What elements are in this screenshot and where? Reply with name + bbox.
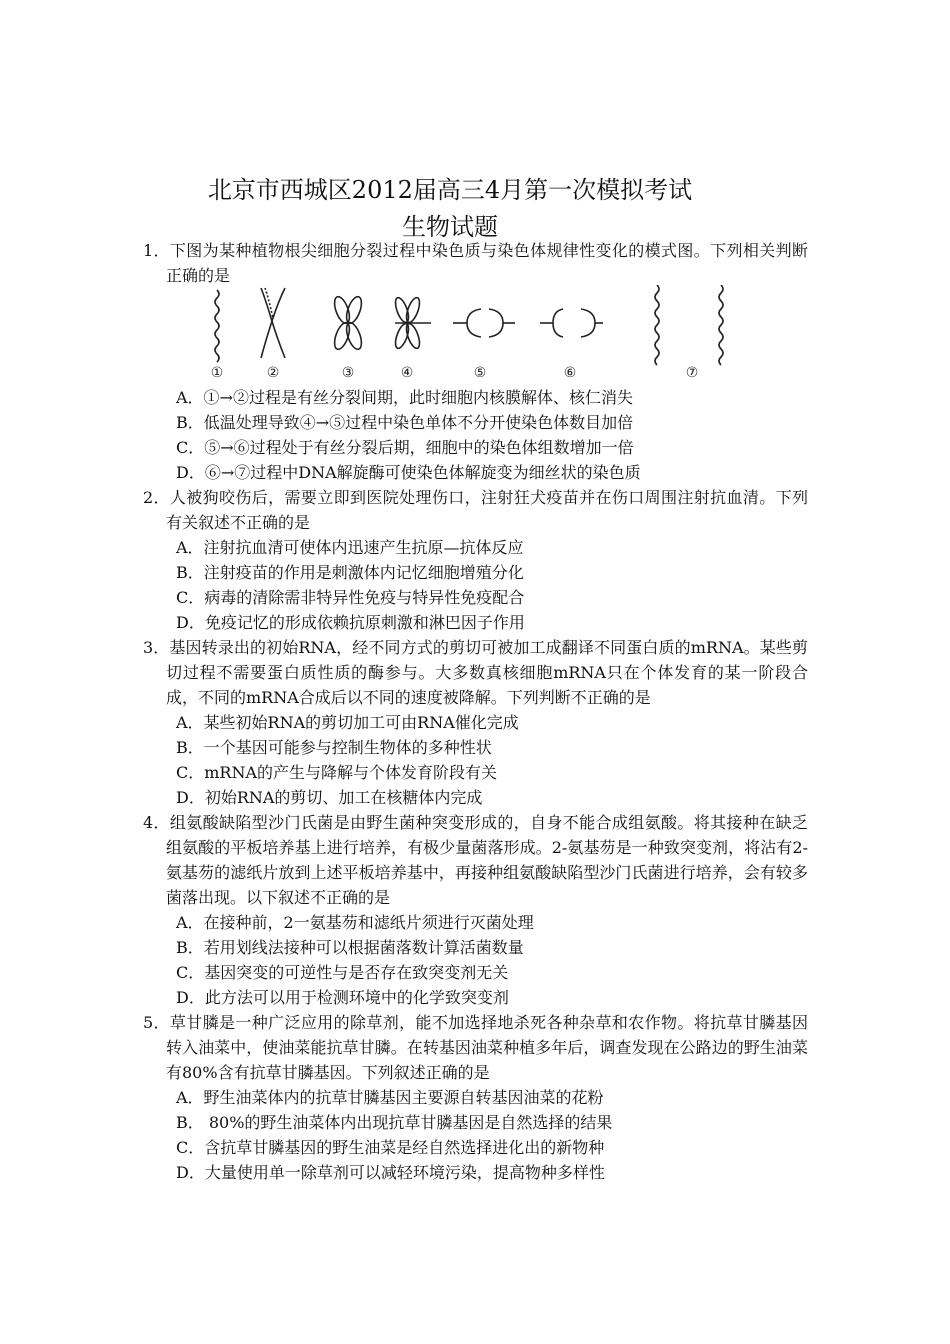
option-c: C．mRNA的产生与降解与个体发育阶段有关 <box>176 763 498 782</box>
exam-subtitle: 生物试题 <box>402 213 498 241</box>
chromosome-figure <box>195 285 755 385</box>
option-a: A．野生油菜体内的抗草甘膦基因主要源自转基因油菜的花粉 <box>176 1088 604 1107</box>
option-b: B．若用划线法接种可以根据菌落数计算活菌数量 <box>176 938 524 957</box>
question-stem: 5．草甘膦是一种广泛应用的除草剂，能不加选择地杀死各种杂草和农作物。将抗草甘膦基因转入油菜中，使油菜能抗草甘膦。在转基因油菜种植多年后，调查发现在公路边的野生油菜有80%含有抗草甘膦基因。下列叙述正确的是 <box>143 1013 808 1082</box>
figure-label: ⑦ <box>685 365 699 381</box>
chromosome-stage-6-icon <box>540 309 603 337</box>
chromosome-stage-5-icon <box>453 309 515 337</box>
figure-label: ② <box>266 365 280 381</box>
exam-title: 北京市西城区2012届高三4月第一次模拟考试 <box>207 176 693 204</box>
chromatin-thread-icon <box>655 285 659 365</box>
chromosome-stage-4-icon <box>393 296 431 350</box>
option-b: B．一个基因可能参与控制生物体的多种性状 <box>176 738 492 757</box>
option-a: A．在接种前，2一氨基芴和滤纸片须进行灭菌处理 <box>176 913 534 932</box>
option-d: D．初始RNA的剪切、加工在核糖体内完成 <box>176 788 483 807</box>
option-b: B．注射疫苗的作用是刺激体内记忆细胞增殖分化 <box>176 563 524 582</box>
question-stem: 2．人被狗咬伤后，需要立即到医院处理伤口，注射狂犬疫苗并在伤口周围注射抗血清。下列有关叙述不正确的是 <box>143 488 808 532</box>
question-stem: 3．基因转录出的初始RNA，经不同方式的剪切可被加工成翻译不同蛋白质的mRNA。某些剪切过程不需要蛋白质性质的酶参与。大多数真核细胞mRNA只在个体发育的某一阶段合成，不同的mRNA合成后以不同的速度被降解。下列判断不正确的是 <box>143 638 808 707</box>
option-d: D．免疫记忆的形成依赖抗原刺激和淋巴因子作用 <box>176 613 525 632</box>
figure-label: ① <box>210 365 224 381</box>
question-stem: 1．下图为某种植物根尖细胞分裂过程中染色质与染色体规律性变化的模式图。下列相关判断正确的是 <box>143 241 808 285</box>
question-2 <box>143 485 808 635</box>
question-5 <box>143 1010 808 1185</box>
option-c: C．基因突变的可逆性与是否存在致突变剂无关 <box>176 963 509 982</box>
option-a: A．①→②过程是有丝分裂间期，此时细胞内核膜解体、核仁消失 <box>176 388 633 407</box>
question-1 <box>143 238 808 288</box>
option-d: D．⑥→⑦过程中DNA解旋酶可使染色体解旋变为细丝状的染色质 <box>176 463 641 482</box>
question-stem: 4．组氨酸缺陷型沙门氏菌是由野生菌种突变形成的，自身不能合成组氨酸。将其接种在缺乏组氨酸的平板培养基上进行培养，有极少量菌落形成。2-氨基芴是一种致突变剂，将沾有2-氨基芴的滤纸片放到上述平板培养基中，再接种组氨酸缺陷型沙门氏菌进行培养，会有较多菌落出现。以下叙述不正确的是 <box>143 813 808 907</box>
option-c: C．⑤→⑥过程处于有丝分裂后期，细胞中的染色体组数增加一倍 <box>176 438 634 457</box>
option-c: C．病毒的清除需非特异性免疫与特异性免疫配合 <box>176 588 525 607</box>
question-4 <box>143 810 808 1010</box>
chromatin-thread-icon <box>719 285 723 365</box>
option-b: B．低温处理导致④→⑤过程中染色单体不分开使染色体数目加倍 <box>176 413 634 432</box>
option-b: B． 80%的野生油菜体内出现抗草甘膦基因是自然选择的结果 <box>176 1113 613 1132</box>
option-c: C．含抗草甘膦基因的野生油菜是经自然选择进化出的新物种 <box>176 1138 605 1157</box>
figure-label: ③ <box>341 365 355 381</box>
figure-label: ⑥ <box>563 365 577 381</box>
figure-label: ⑤ <box>473 365 487 381</box>
option-a: A．某些初始RNA的剪切加工可由RNA催化完成 <box>176 713 519 732</box>
figure-label: ④ <box>400 365 414 381</box>
chromatin-thread-icon <box>215 290 219 362</box>
option-d: D．此方法可以用于检测环境中的化学致突变剂 <box>176 988 509 1007</box>
option-d: D．大量使用单一除草剂可以减轻环境污染，提高物种多样性 <box>176 1163 605 1182</box>
chromosome-stage-3-icon <box>332 295 365 351</box>
option-a: A．注射抗血清可使体内迅速产生抗原—抗体反应 <box>176 538 524 557</box>
question-1-options <box>143 385 808 485</box>
question-3 <box>143 635 808 810</box>
